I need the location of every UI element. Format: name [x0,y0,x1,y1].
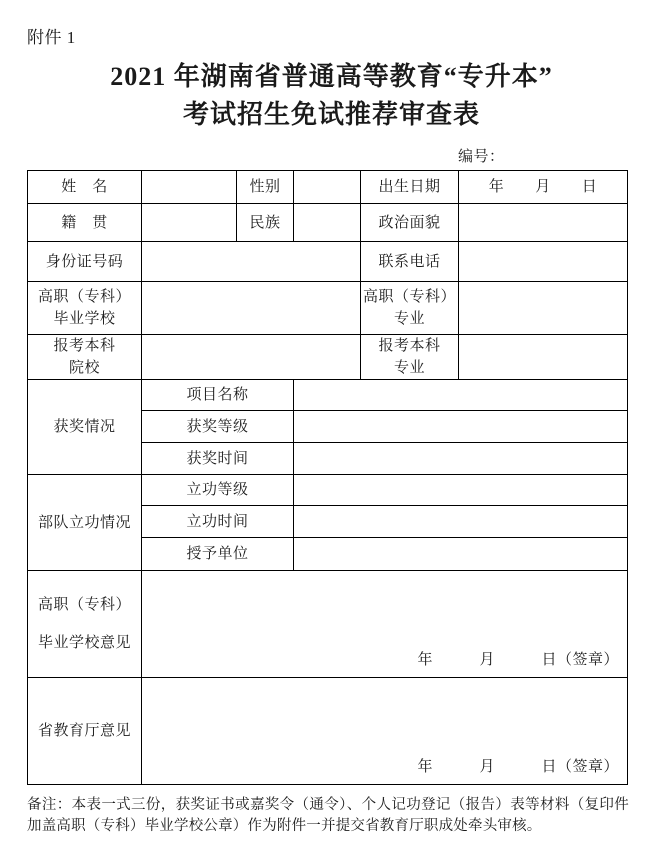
apply-major-label [361,335,459,380]
origin-label: 籍 贯 [28,204,142,242]
award-label-2: 获奖时间 [142,443,294,475]
awards-group-label: 获奖情况 [28,380,142,475]
name-value[interactable] [142,171,237,204]
gender-label: 性别 [237,171,294,204]
apply-school-label-line1: 报考本科 [53,338,116,354]
dept-opinion-label: 省教育厅意见 [28,678,142,785]
military-group-label: 部队立功情况 [28,475,142,571]
name-label: 姓 名 [28,171,142,204]
college-school-label [28,282,142,335]
military-label-1: 立功时间 [142,506,294,538]
footer-note: 备注：本表一式三份，获奖证书或嘉奖令（通令）、个人记功登记（报告）表等材料（复印件加盖高职（专科）毕业学校公章）作为附件一并提交省教育厅职成处牵头审核。 [27,797,629,834]
school-opinion-label [28,571,142,678]
award-value-2[interactable] [294,443,628,475]
table-row-id [28,242,628,282]
title-line-2: 考试招生免试推荐审查表 [182,100,480,129]
political-status-value[interactable] [459,204,628,242]
award-value-1[interactable] [294,411,628,443]
apply-major-label-line2: 专业 [393,360,425,376]
apply-major-label-line1: 报考本科 [378,338,441,354]
military-value-2[interactable] [294,538,628,571]
document-title [0,58,663,134]
school-opinion-content[interactable] [142,571,628,678]
serial-number-label: 编号： [458,149,505,165]
table-row-school-opinion [28,571,628,678]
college-school-label-line2: 毕业学校 [53,311,116,327]
title-line-1: 2021 年湖南省普通高等教育“专升本” [110,62,553,91]
college-major-value[interactable] [459,282,628,335]
phone-value[interactable] [459,242,628,282]
military-value-0[interactable] [294,475,628,506]
school-opinion-signature-line: 年 月 日（签章） [417,652,619,668]
apply-major-value[interactable] [459,335,628,380]
school-opinion-label-line2: 毕业学校意见 [37,635,131,651]
military-label-2: 授予单位 [142,538,294,571]
table-row-dept-opinion [28,678,628,785]
id-number-value[interactable] [142,242,361,282]
table-row-award-item-0 [28,380,628,411]
id-number-label: 身份证号码 [28,242,142,282]
birth-date-value[interactable]: 年 月 日 [459,171,628,204]
college-major-label-line1: 高职（专科） [362,289,456,305]
military-value-1[interactable] [294,506,628,538]
ethnicity-label: 民族 [237,204,294,242]
military-label-0: 立功等级 [142,475,294,506]
origin-value[interactable] [142,204,237,242]
political-status-label: 政治面貌 [361,204,459,242]
award-label-1: 获奖等级 [142,411,294,443]
apply-school-label-line2: 院校 [68,360,100,376]
award-label-0: 项目名称 [142,380,294,411]
table-row-apply [28,335,628,380]
birth-date-label: 出生日期 [361,171,459,204]
attachment-label: 附件 1 [27,28,76,47]
table-row-military-item-0 [28,475,628,506]
college-major-label-line2: 专业 [393,311,425,327]
school-opinion-label-line1: 高职（专科） [37,597,131,613]
apply-school-value[interactable] [142,335,361,380]
college-school-value[interactable] [142,282,361,335]
table-row-college [28,282,628,335]
award-value-0[interactable] [294,380,628,411]
gender-value[interactable] [294,171,361,204]
review-form-table [27,170,628,785]
ethnicity-value[interactable] [294,204,361,242]
phone-label: 联系电话 [361,242,459,282]
apply-school-label [28,335,142,380]
college-major-label [361,282,459,335]
table-row-origin [28,204,628,242]
dept-opinion-content[interactable] [142,678,628,785]
college-school-label-line1: 高职（专科） [37,289,131,305]
dept-opinion-signature-line: 年 月 日（签章） [417,759,619,775]
table-row-name [28,171,628,204]
